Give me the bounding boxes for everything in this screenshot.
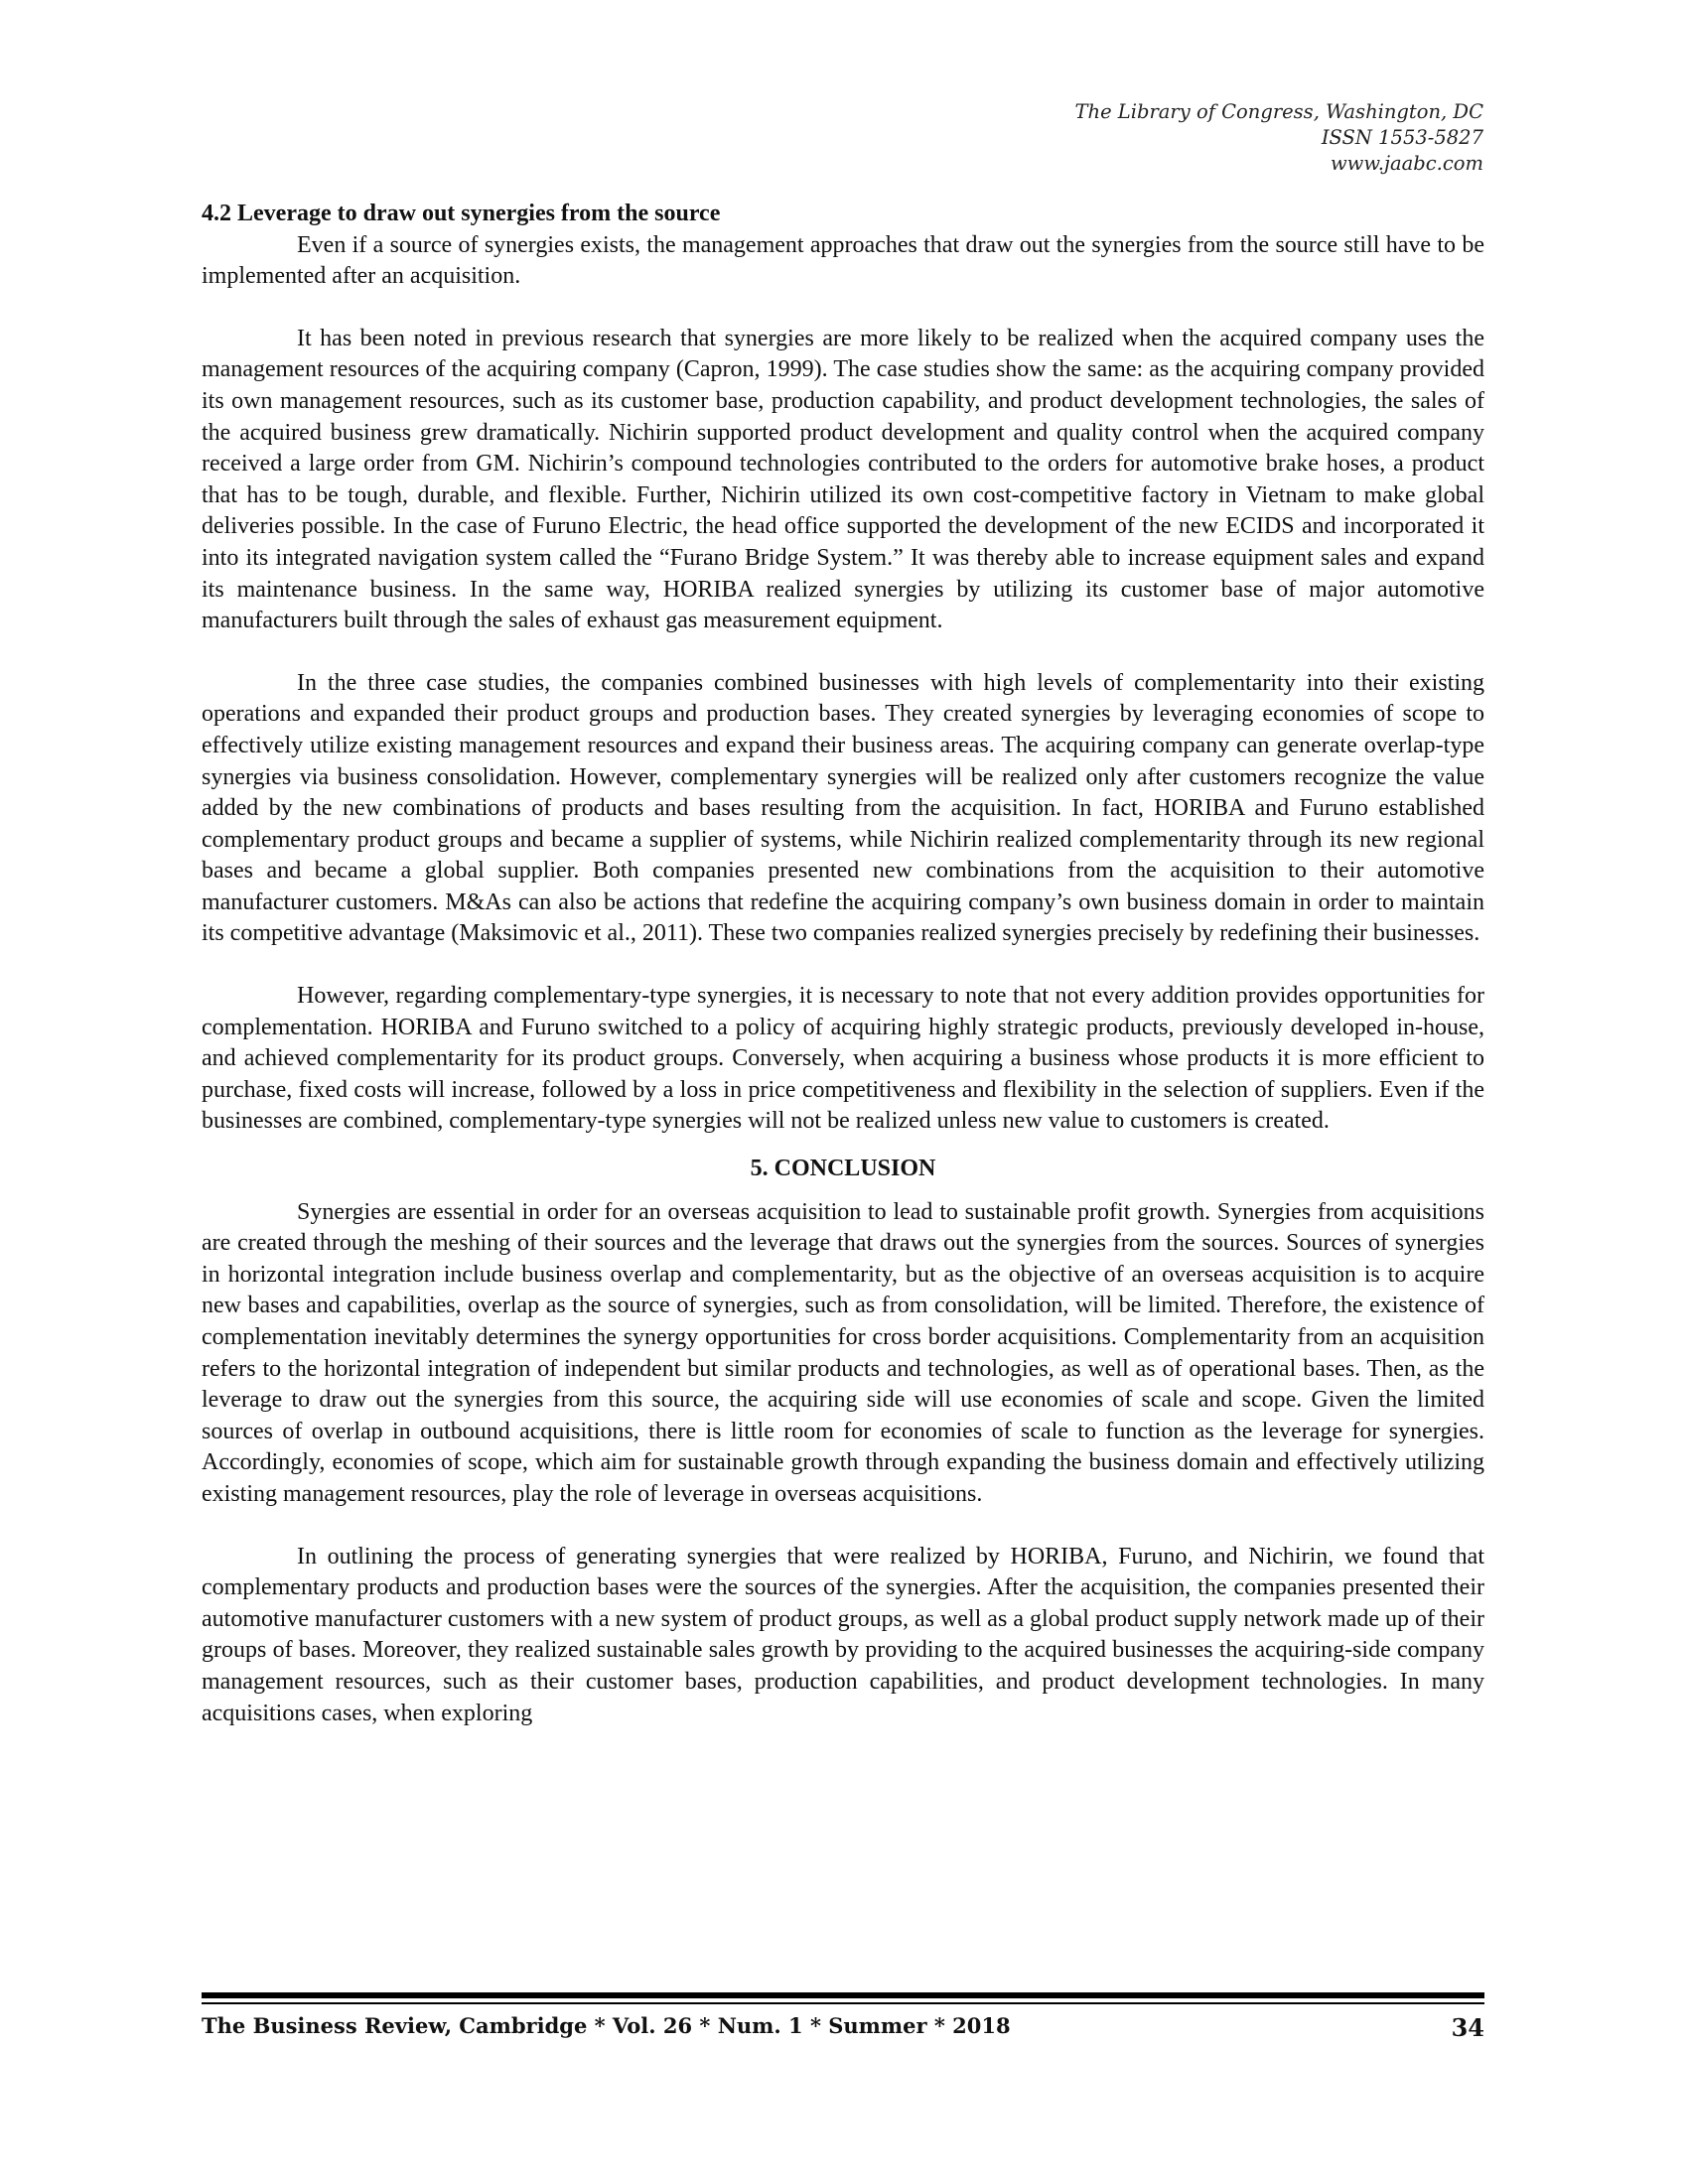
conclusion-paragraph-1: Synergies are essential in order for an overseas acquisition to lead to sustainable profit growth. Synergies from acquisitions are created through the meshing of their sources and the leverage that draws out the synergies from the sources. Sources of synergies in horizontal integration include business overlap and complementarity, but as the objective of an overseas acquisition is to acquire new bases and capabilities, overlap as the source of synergies, such as from consolidation, will be limited. Therefore, the existence of complementation inevitably determines the synergy opportunities for cross border acquisitions. Complementarity from an acquisition refers to the horizontal integration of independent but similar products and technologies, as well as of operational bases. Then, as the leverage to draw out the synergies from this source, the acquiring side will use economies of scale and scope. Given the limited sources of overlap in outbound acquisitions, there is little room for economies of scale to function as the leverage for synergies. Accordingly, economies of scope, which aim for sustainable growth through expanding the business domain and effectively utilizing existing management resources, play the role of leverage in overseas acquisitions. — [202, 1198, 1484, 1507]
footer-rule-thick — [202, 1992, 1484, 1998]
section-4-2-paragraph-1: Even if a source of synergies exists, the management approaches that draw out the synergies from the source still have to be implemented after an acquisition. — [202, 231, 1484, 290]
footer-rule-thin — [202, 2002, 1484, 2004]
section-4-2-heading: 4.2 Leverage to draw out synergies from the source — [202, 201, 721, 226]
body-content — [202, 199, 1484, 1729]
header-website-line: www.jaabc.com — [1330, 152, 1483, 175]
footer-journal-citation: The Business Review, Cambridge * Vol. 26 * Num. 1 * Summer * 2018 — [202, 2013, 1011, 2038]
section-4-2-paragraph-3: In the three case studies, the companies combined businesses with high levels of complementarity into their existing operations and expanded their product groups and production bases. They created synergies by leveraging economies of scope to effectively utilize existing management resources and expand their business areas. The acquiring company can generate overlap-type synergies via business consolidation. However, complementary synergies will be realized only after customers recognize the value added by the new combinations of products and bases resulting from the acquisition. In fact, HORIBA and Furuno established complementary product groups and became a supplier of systems, while Nichirin realized complementarity through its new regional bases and became a global supplier. Both companies presented new combinations from the acquisition to their automotive manufacturer customers. M&As can also be actions that redefine the acquiring company’s own business domain in order to maintain its competitive advantage (Maksimovic et al., 2011). These two companies realized synergies precisely by redefining their businesses. — [202, 669, 1484, 947]
conclusion-paragraph-2: In outlining the process of generating synergies that were realized by HORIBA, Furuno, and Nichirin, we found that complementary products and production bases were the sources of the synergies. After the acquisition, the companies presented their automotive manufacturer customers with a new system of product groups, as well as a global product supply network made up of their groups of bases. Moreover, they realized sustainable sales growth by providing to the acquired businesses the acquiring-side company management resources, such as their customer bases, production capabilities, and product development technologies. In many acquisitions cases, when exploring — [202, 1543, 1484, 1726]
section-4-2-paragraph-2: It has been noted in previous research that synergies are more likely to be realized when the acquired company uses the management resources of the acquiring company (Capron, 1999). The case studies show the same: as the acquiring company provided its own management resources, such as its customer base, production capability, and product development technologies, the sales of the acquired business grew dramatically. Nichirin supported product development and quality control when the acquired company received a large order from GM. Nichirin’s compound technologies contributed to the orders for automotive brake hoses, a product that has to be tough, durable, and flexible. Further, Nichirin utilized its own cost-competitive factory in Vietnam to make global deliveries possible. In the case of Furuno Electric, the head office supported the development of the new ECIDS and incorporated it into its integrated navigation system called the “Furano Bridge System.” It was thereby able to increase equipment sales and expand its maintenance business. In the same way, HORIBA realized synergies by utilizing its customer base of major automotive manufacturers built through the sales of exhaust gas measurement equipment. — [202, 325, 1484, 634]
header-issn-line: ISSN 1553-5827 — [1321, 126, 1483, 149]
section-4-2-paragraph-4: However, regarding complementary-type synergies, it is necessary to note that not every addition provides opportunities for complementation. HORIBA and Furuno switched to a policy of acquiring highly strategic products, previously developed in-house, and achieved complementarity for its product groups. Conversely, when acquiring a business whose products it is more efficient to purchase, fixed costs will increase, followed by a loss in price competitiveness and flexibility in the selection of suppliers. Even if the businesses are combined, complementary-type synergies will not be realized unless new value to customers is created. — [202, 983, 1484, 1135]
page-number: 34 — [1451, 2013, 1484, 2042]
journal-header — [888, 99, 1483, 177]
conclusion-heading: 5. CONCLUSION — [750, 1156, 936, 1182]
header-library-line: The Library of Congress, Washington, DC — [1074, 100, 1483, 123]
